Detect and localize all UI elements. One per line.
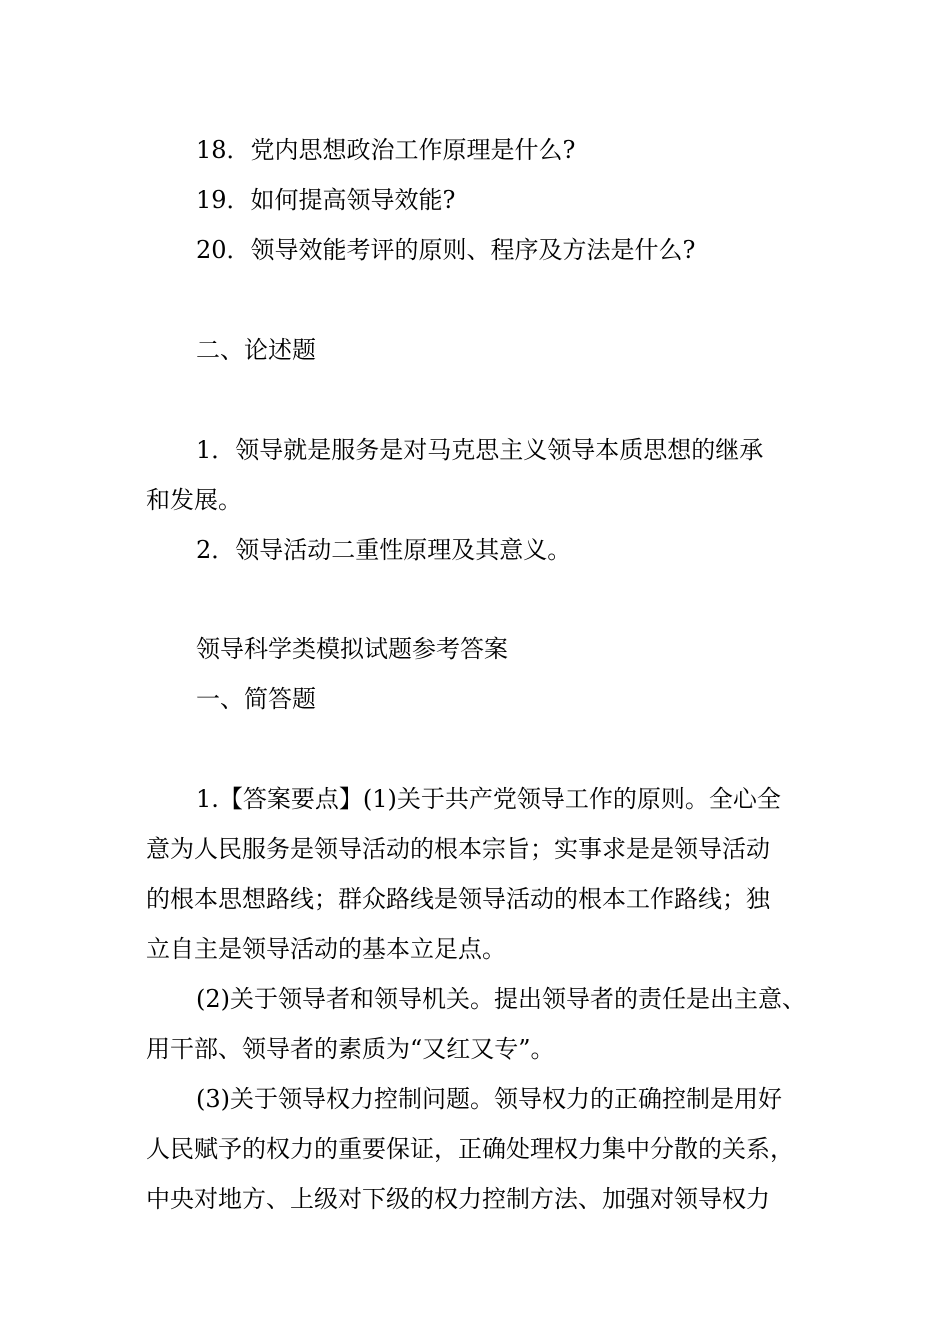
question-19: 19．如何提高领导效能? bbox=[196, 186, 456, 214]
essay-1-line-2: 和发展。 bbox=[146, 486, 242, 514]
answer-1-line-2: 意为人民服务是领导活动的根本宗旨；实事求是是领导活动 bbox=[146, 835, 770, 863]
essay-2-line-1: 2．领导活动二重性原理及其意义。 bbox=[196, 536, 572, 564]
answer-2-line-1: (2)关于领导者和领导机关。提出领导者的责任是出主意、 bbox=[196, 985, 806, 1013]
question-20: 20．领导效能考评的原则、程序及方法是什么? bbox=[196, 236, 696, 264]
answer-1-line-1: 1.【答案要点】(1)关于共产党领导工作的原则。全心全 bbox=[196, 785, 781, 813]
essay-1-line-1: 1．领导就是服务是对马克思主义领导本质思想的继承 bbox=[196, 436, 764, 464]
answer-3-line-3: 中央对地方、上级对下级的权力控制方法、加强对领导权力 bbox=[146, 1185, 770, 1213]
answer-3-line-2: 人民赋予的权力的重要保证，正确处理权力集中分散的关系， bbox=[146, 1135, 794, 1163]
answer-3-line-1: (3)关于领导权力控制问题。领导权力的正确控制是用好 bbox=[196, 1085, 782, 1113]
answer-2-line-2: 用干部、领导者的素质为“又红又专”。 bbox=[146, 1035, 555, 1063]
answers-section-heading: 一、简答题 bbox=[196, 685, 316, 713]
question-18: 18．党内思想政治工作原理是什么? bbox=[196, 136, 576, 164]
section-heading-essay: 二、论述题 bbox=[196, 336, 316, 364]
answers-title: 领导科学类模拟试题参考答案 bbox=[196, 635, 508, 663]
answer-1-line-3: 的根本思想路线；群众路线是领导活动的根本工作路线；独 bbox=[146, 885, 770, 913]
answer-1-line-4: 立自主是领导活动的基本立足点。 bbox=[146, 935, 506, 963]
